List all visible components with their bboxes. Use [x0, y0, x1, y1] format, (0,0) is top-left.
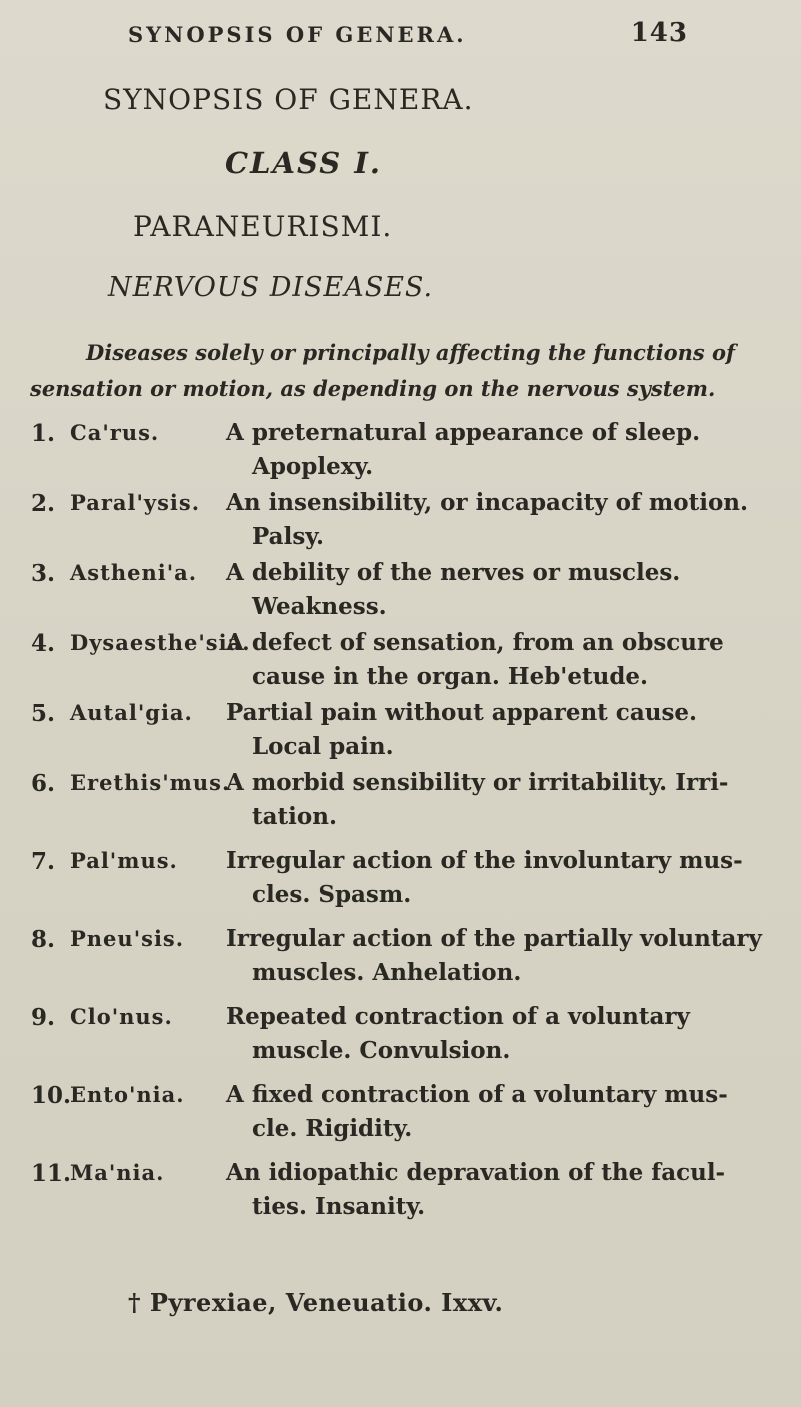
definition-line: Weakness. — [252, 593, 387, 620]
genus-name: Paral'ysis. — [70, 490, 201, 515]
definition-line: Irregular action of the involuntary mus- — [226, 847, 743, 874]
genus-definition — [226, 1156, 771, 1224]
order-heading: PARANEURISMI. — [133, 210, 393, 243]
entry-number: 5. — [31, 700, 56, 727]
definition-line: muscles. Anhelation. — [252, 959, 522, 986]
definition-line: An idiopathic depravation of the facul- — [226, 1159, 726, 1186]
running-head — [128, 18, 688, 48]
definition-line: A morbid sensibility or irritability. Irri- — [226, 769, 729, 796]
genus-definition — [226, 1078, 771, 1146]
page-number: 143 — [630, 18, 688, 48]
genus-name: Dysaesthe'sia. — [70, 630, 251, 655]
definition-line: Partial pain without apparent cause. — [226, 699, 698, 726]
genus-definition — [226, 844, 771, 912]
definition-line: An insensibility, or incapacity of motion. — [226, 489, 749, 516]
entry-number: 7. — [31, 848, 56, 875]
genus-name: Autal'gia. — [70, 700, 193, 725]
genus-name: Pneu'sis. — [70, 926, 185, 951]
entry-number: 4. — [31, 630, 56, 657]
genus-name: Clo'nus. — [70, 1004, 173, 1029]
definition-line: Palsy. — [252, 523, 324, 550]
entry-number: 11. — [31, 1160, 72, 1187]
genus-definition — [226, 1000, 771, 1068]
definition-line: Irregular action of the partially voluntary — [226, 925, 762, 952]
class-heading: CLASS I. — [225, 146, 382, 180]
entry-number: 9. — [31, 1004, 56, 1031]
group-heading: NERVOUS DISEASES. — [108, 272, 434, 303]
genus-definition — [226, 696, 771, 764]
genus-name: Astheni'a. — [70, 560, 198, 585]
definition-line: A defect of sensation, from an obscure — [226, 629, 724, 656]
entry-number: 10. — [31, 1082, 72, 1109]
definition-line: cle. Rigidity. — [252, 1115, 413, 1142]
entry-number: 1. — [31, 420, 56, 447]
running-head-text: SYNOPSIS OF GENERA. — [128, 22, 467, 47]
entry-number: 8. — [31, 926, 56, 953]
definition-line: cause in the organ. Heb'etude. — [252, 663, 649, 690]
entry-number: 6. — [31, 770, 56, 797]
genus-definition — [226, 416, 771, 484]
genus-name: Ma'nia. — [70, 1160, 165, 1185]
entry-number: 2. — [31, 490, 56, 517]
genus-name: Ca'rus. — [70, 420, 160, 445]
definition-line: muscle. Convulsion. — [252, 1037, 511, 1064]
genus-definition — [226, 556, 771, 624]
definition-line: cles. Spasm. — [252, 881, 412, 908]
definition-line: A fixed contraction of a voluntary mus- — [226, 1081, 728, 1108]
definition-line: Repeated contraction of a voluntary — [226, 1003, 690, 1030]
genus-definition — [226, 626, 771, 694]
definition-line: Local pain. — [252, 733, 394, 760]
page-title: SYNOPSIS OF GENERA. — [103, 83, 474, 116]
definition-line: A preternatural appearance of sleep. — [226, 419, 701, 446]
genus-definition — [226, 922, 771, 990]
definition-line: tation. — [252, 803, 337, 830]
genus-name: Ento'nia. — [70, 1082, 185, 1107]
description-paragraph: Diseases solely or principally affecting the functions of sensation or motion, as depending on the nervous system. — [30, 340, 736, 401]
definition-line: Apoplexy. — [252, 453, 374, 480]
genus-name: Erethis'mus. — [70, 770, 231, 795]
definition-line: A debility of the nerves or muscles. — [226, 559, 681, 586]
entry-number: 3. — [31, 560, 56, 587]
footnote: † Pyrexiae, Veneuatio. Ixxv. — [128, 1288, 504, 1317]
genus-definition — [226, 766, 771, 834]
genus-name: Pal'mus. — [70, 848, 178, 873]
definition-line: ties. Insanity. — [252, 1193, 426, 1220]
genus-definition — [226, 486, 771, 554]
